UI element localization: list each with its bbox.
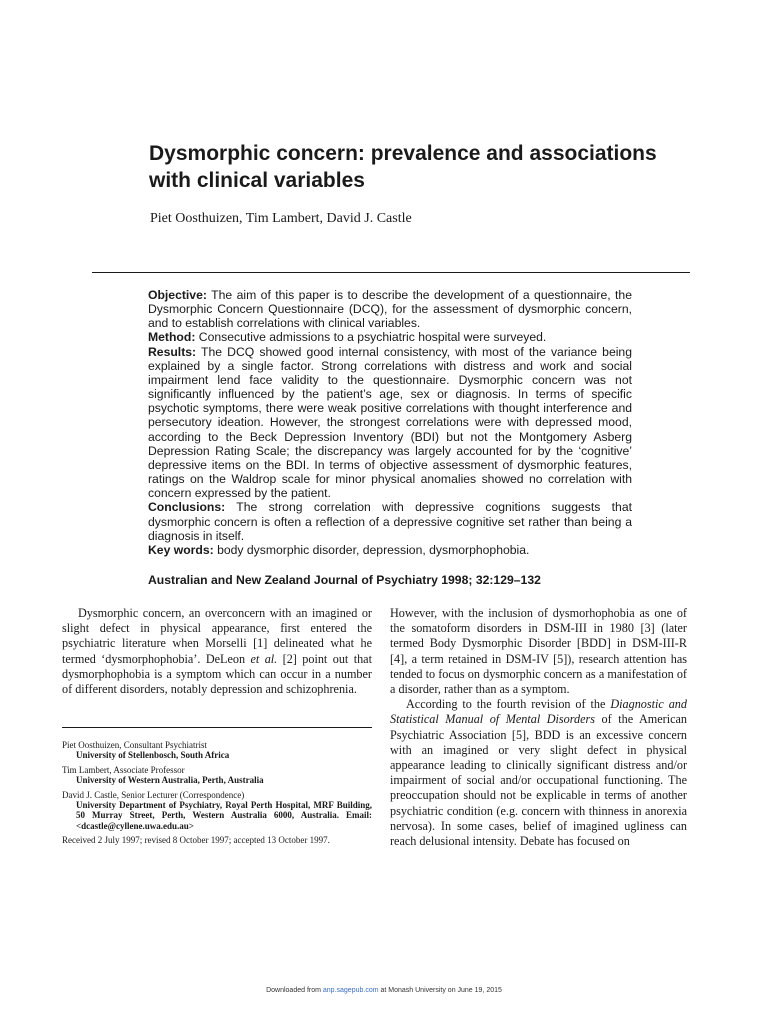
objective-text: The aim of this paper is to describe the development of a questionnaire, the Dysmorphic Concern Questionnaire (DCQ), for the assessment of dysmorphic concern, and to establish correlations with clinical variables. [148, 288, 632, 331]
body-text: [2] point out that dysmorphophobia is a symptom which can occur in a number of different disorders, notably depression and schizophrenia. [62, 651, 372, 697]
method-label: Method: [148, 330, 196, 345]
conclusions-label: Conclusions: [148, 500, 226, 515]
abstract-keywords [148, 543, 632, 557]
objective-label: Objective: [148, 288, 207, 302]
results-text: The DCQ showed good internal consistency, with most of the variance being explained by a single factor. Strong correlations with distress and work and social impairment lend face validity to the questionnaire. Dysmorphic concern was not significantly influenced by the patient’s age, sex or diagnosis. In terms of specific psychotic symptoms, there were weak positive correlations with thought interference and persecutory ideation. However, the strongest correlations were with depressed mood, according to the Beck Depression Inventory (BDI) but not the Montgomery Asberg Depression Rating Scale; the discrepancy was largely accounted for by the ‘cognitive’ depressive items on the BDI. In terms of objective assessment of dysmorphic features, ratings on the Waldrop scale for minor physical anomalies showed no correlation with concern expressed by the patient. [148, 344, 632, 501]
journal-citation: Australian and New Zealand Journal of Psychiatry 1998; 32:129–132 [148, 573, 541, 587]
footer-suffix: at Monash University on June 19, 2015 [378, 987, 502, 994]
affiliation-institution: University of Western Australia, Perth, Australia [76, 775, 264, 786]
body-text-italic: et al. [250, 651, 278, 666]
affiliation-institution: University of Stellenbosch, South Africa [76, 750, 230, 761]
affiliation-role: Piet Oosthuizen, Consultant Psychiatrist [62, 740, 207, 750]
footnote-divider [62, 727, 372, 728]
keywords-text: body dysmorphic disorder, depression, dysmorphophobia. [213, 542, 530, 557]
article-title: Dysmorphic concern: prevalence and associations with clinical variables [149, 142, 657, 192]
results-label: Results: [148, 344, 197, 359]
affiliation-role: David J. Castle, Senior Lecturer (Correspondence) [62, 789, 245, 800]
author-affiliations [62, 740, 372, 846]
abstract [148, 288, 632, 557]
footer-link[interactable]: anp.sagepub.com [322, 987, 379, 994]
abstract-objective [148, 288, 632, 330]
body-column-left [62, 606, 372, 697]
abstract-conclusions [148, 500, 632, 542]
received-dates: Received 2 July 1997; revised 8 October 1997; accepted 13 October 1997. [62, 835, 330, 846]
body-paragraph [62, 606, 372, 697]
header-divider [92, 272, 690, 273]
body-column-right [390, 606, 687, 849]
abstract-method [148, 330, 632, 344]
body-paragraph: However, with the inclusion of dysmorhophobia as one of the somatoform disorders in DSM-III in 1980 [3] (later termed Body Dysmorphic Disorder [BDD] in DSM-III-R [4], a term retained in DSM-IV [5]), research attention has tended to focus on dysmorphic concern as a manifestation of a disorder, rather than as a symptom. [390, 606, 687, 697]
body-text: According to the fourth revision of the [406, 697, 611, 712]
body-text: Dysmorphic concern, an overconcern with an imagined or slight defect in physical appearance, first entered the psychiatric literature when Morselli [1] delineated what he termed ‘dysmorphophobia’. DeLeon [62, 606, 372, 666]
download-footer [0, 987, 768, 994]
body-text-italic: Diagnostic and Statistical Manual of Mental Disorders [390, 697, 687, 727]
body-text: of the American Psychiatric Association [5], BDD is an excessive concern with an imagined or very slight defect in physical appearance leading to clinically significant distress and/or impairment of social and/or occupational functioning. The preoccupation should not be explicable in terms of another psychiatric condition (e.g. concern with thinness in anorexia nervosa). In some cases, belief of imagined ugliness can reach delusional intensity. Debate has focused on [390, 712, 687, 849]
affiliation-role: Tim Lambert, Associate Professor [62, 764, 185, 775]
abstract-results [148, 345, 632, 501]
method-text: Consecutive admissions to a psychiatric hospital were surveyed. [195, 330, 547, 345]
conclusions-text: The strong correlation with depressive cognitions suggests that dysmorphic concern is often a reflection of a depressive cognitive set rather than being a diagnosis in itself. [148, 500, 632, 543]
affiliation-institution: University Department of Psychiatry, Royal Perth Hospital, MRF Building, 50 Murray Street, Perth, Western Australia 6000, Australia. Email: <dcastle@cyllene.uwa.edu.au> [76, 800, 372, 831]
body-paragraph [390, 697, 687, 849]
author-list: Piet Oosthuizen, Tim Lambert, David J. Castle [150, 211, 412, 226]
footer-prefix: Downloaded from [266, 987, 323, 994]
keywords-label: Key words: [148, 542, 214, 557]
